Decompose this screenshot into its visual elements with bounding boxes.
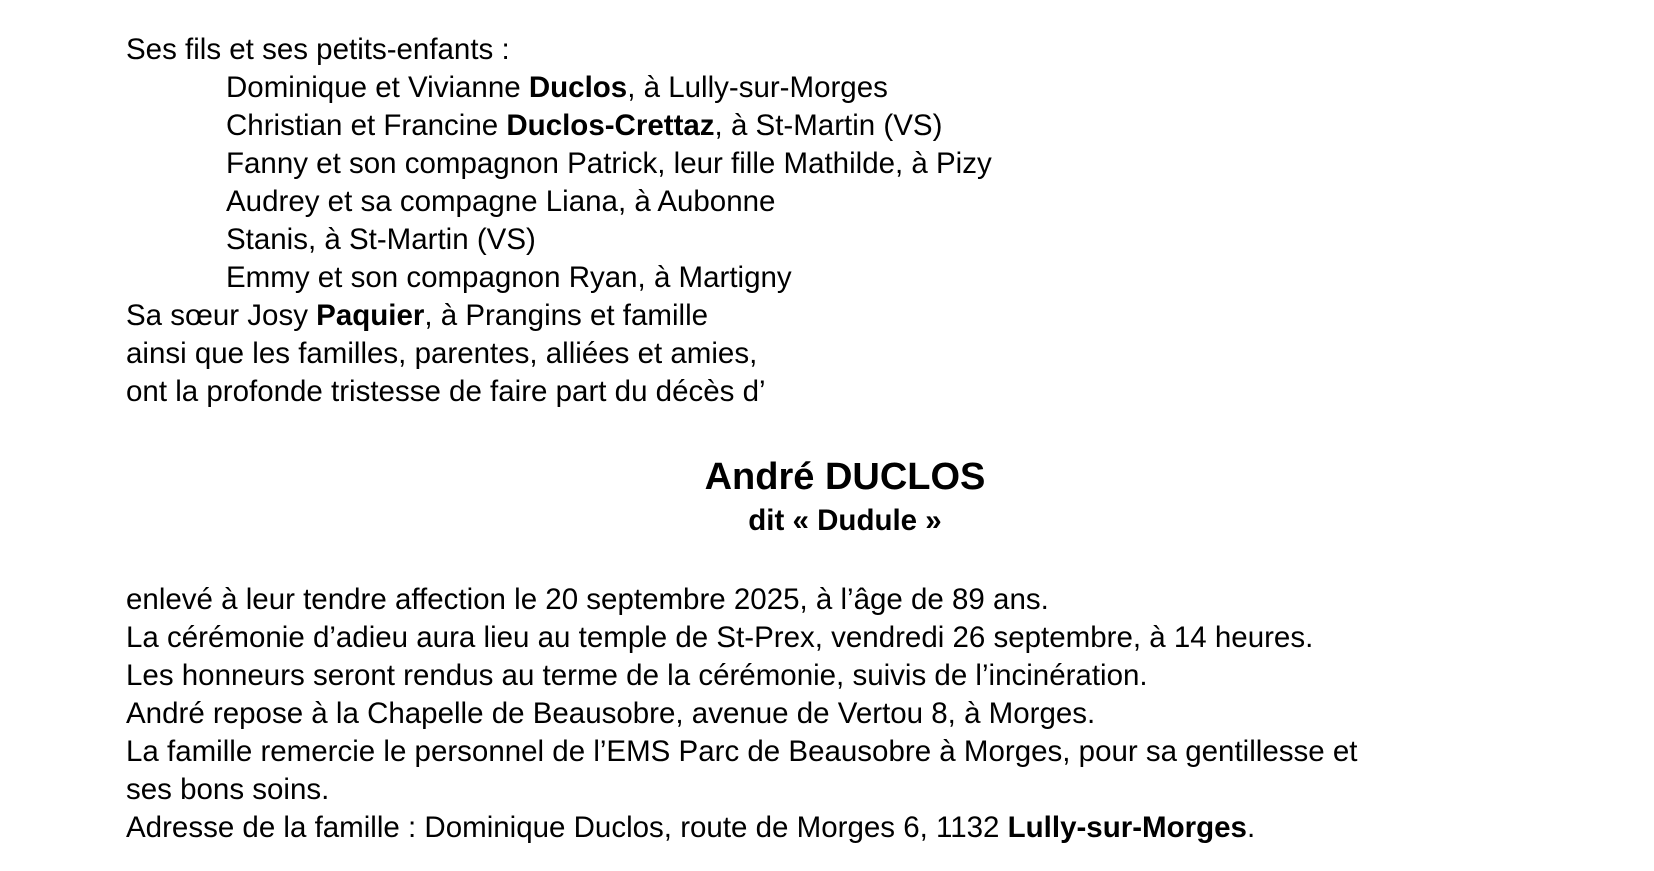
sister-surname: Paquier	[316, 299, 425, 332]
family-line-surname: Duclos	[528, 71, 628, 104]
family-line: Stanis, à St-Martin (VS)	[226, 223, 536, 256]
sister-line	[126, 298, 708, 334]
address-line	[126, 810, 1255, 846]
family-line: Emmy et son compagnon Ryan, à Martigny	[226, 261, 792, 294]
sister-line-text: Sa sœur Josy	[126, 299, 317, 332]
family-line-place: , à Lully-sur-Morges	[627, 71, 888, 104]
intro-line: Ses fils et ses petits-enfants :	[126, 33, 510, 66]
body-line: enlevé à leur tendre affection le 20 septembre 2025, à l’âge de 89 ans.	[126, 583, 1049, 616]
address-text: Adresse de la famille : Dominique Duclos, route de Morges 6, 1132	[126, 811, 1008, 844]
sister-line-place: , à Prangins et famille	[424, 299, 709, 332]
families-line: ainsi que les familles, parentes, alliées et amies,	[126, 337, 758, 370]
deceased-name: André DUCLOS	[704, 456, 986, 498]
family-line-place: , à St-Martin (VS)	[714, 109, 943, 142]
family-line: Audrey et sa compagne Liana, à Aubonne	[226, 185, 776, 218]
address-locality: Lully-sur-Morges	[1007, 811, 1247, 844]
family-line	[226, 108, 942, 144]
family-line-surname: Duclos-Crettaz	[506, 109, 715, 142]
deceased-nickname: dit « Dudule »	[748, 504, 942, 537]
body-line: André repose à la Chapelle de Beausobre, avenue de Vertou 8, à Morges.	[126, 697, 1096, 730]
body-line: La famille remercie le personnel de l’EMS Parc de Beausobre à Morges, pour sa gentillesse et	[126, 735, 1358, 768]
family-line-text: Christian et Francine	[226, 109, 507, 142]
body-line: ses bons soins.	[126, 773, 330, 806]
family-line: Fanny et son compagnon Patrick, leur fille Mathilde, à Pizy	[226, 147, 992, 180]
family-line	[226, 70, 888, 106]
address-end: .	[1246, 811, 1256, 844]
body-line: Les honneurs seront rendus au terme de la cérémonie, suivis de l’incinération.	[126, 659, 1148, 692]
announce-line: ont la profonde tristesse de faire part du décès d’	[126, 375, 766, 408]
body-line: La cérémonie d’adieu aura lieu au temple de St-Prex, vendredi 26 septembre, à 14 heures.	[126, 621, 1314, 654]
family-line-text: Dominique et Vivianne	[226, 71, 529, 104]
